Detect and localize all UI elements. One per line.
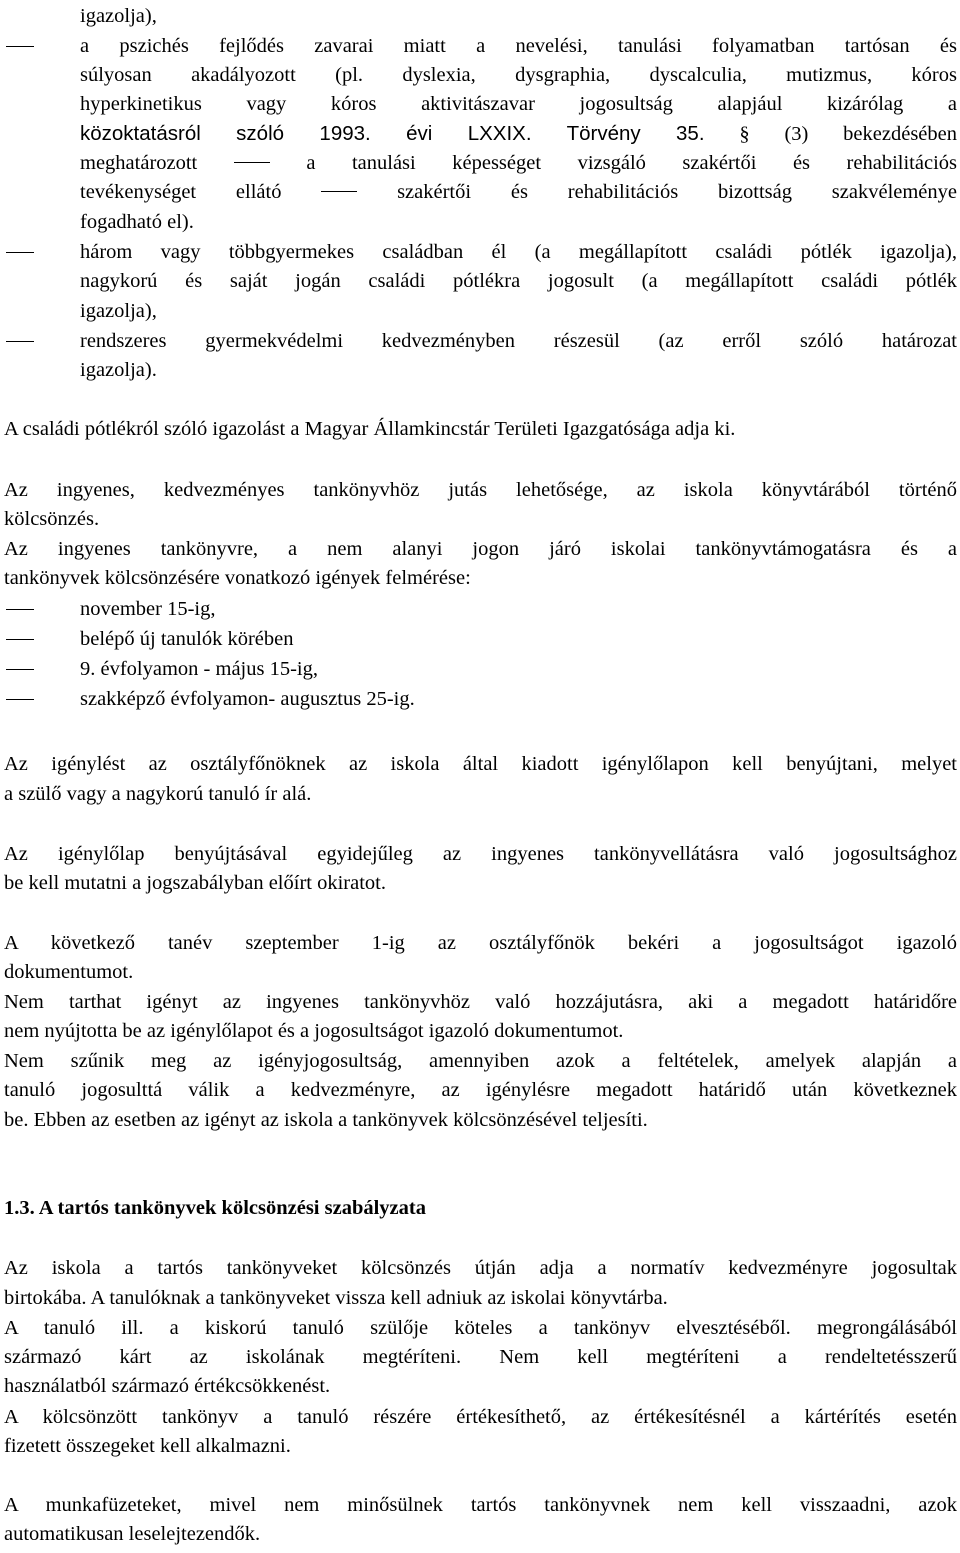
text-line: A munkafüzeteket, mivel nem minősülnek tartós tankönyvnek nem kell visszaadni, azok [4, 1494, 957, 1516]
text-line: automatikusan leselejtezendők. [4, 1523, 261, 1545]
text-line: A tanuló ill. a kiskorú tanuló szülője köteles a tankönyv elvesztéséből. megrongálásából [4, 1317, 957, 1339]
text-line: a szülő vagy a nagykorú tanuló ír alá. [4, 783, 312, 805]
section-heading: 1.3. A tartós tankönyvek kölcsönzési szabályzata [4, 1197, 426, 1219]
text-line: be kell mutatni a jogszabályban előírt okiratot. [4, 872, 386, 894]
text-line: igazolja), [80, 300, 157, 322]
em-dash [321, 191, 357, 192]
text-line: közoktatásról szóló 1993. évi LXXIX. Törvény 35. § (3) bekezdésében [80, 122, 957, 145]
text-line: tankönyvek kölcsönzésére vonatkozó igények felmérése: [4, 567, 471, 589]
text-line: fogadható el). [80, 211, 194, 233]
text-line: Az iskola a tartós tankönyveket kölcsönzés útján adja a normatív kedvezményre jogosultak [4, 1257, 957, 1279]
text-line: meghatározott a tanulási képességet vizsgáló szakértői és rehabilitációs [80, 152, 957, 174]
text-line: igazolja). [80, 359, 157, 381]
list-dash [6, 639, 34, 640]
text-line: 9. évfolyamon - május 15-ig, [80, 658, 318, 680]
list-dash [6, 341, 34, 342]
text-line: fizetett összegeket kell alkalmazni. [4, 1435, 291, 1457]
text-line: a pszichés fejlődés zavarai miatt a nevelési, tanulási folyamatban tartósan és [80, 35, 957, 57]
text-line: tanuló jogosulttá válik a kedvezményre, az igénylésre megadott határidő után következnek [4, 1079, 957, 1101]
text-line: nem nyújtotta be az igénylőlapot és a jogosultságot igazoló dokumentumot. [4, 1020, 624, 1042]
text-line: belépő új tanulók körében [80, 628, 294, 650]
text-line: Nem tarthat igényt az ingyenes tankönyvhöz való hozzájutásra, aki a megadott határidőre [4, 991, 957, 1013]
text-line: be. Ebben az esetben az igényt az iskola a tankönyvek kölcsönzésével teljesíti. [4, 1109, 648, 1131]
text-line: származó kárt az iskolának megtéríteni. Nem kell megtéríteni a rendeltetésszerű [4, 1346, 957, 1368]
list-dash [6, 699, 34, 700]
text-line: hyperkinetikus vagy kóros aktivitászavar jogosultság alapjául kizárólag a [80, 93, 957, 115]
text-line: rendszeres gyermekvédelmi kedvezményben részesül (az erről szóló határozat [80, 330, 957, 352]
list-dash [6, 46, 34, 47]
text-line: szakképző évfolyamon- augusztus 25-ig. [80, 688, 415, 710]
text-line: Nem szűnik meg az igényjogosultság, amennyiben azok a feltételek, amelyek alapján a [4, 1050, 957, 1072]
list-dash [6, 609, 34, 610]
text-line: A családi pótlékról szóló igazolást a Magyar Államkincstár Területi Igazgatósága adja ki. [4, 418, 736, 440]
text-line: november 15-ig, [80, 598, 216, 620]
text-line: dokumentumot. [4, 961, 134, 983]
list-dash [6, 669, 34, 670]
text-line: súlyosan akadályozott (pl. dyslexia, dysgraphia, dyscalculia, mutizmus, kóros [80, 64, 957, 86]
text-line: használatból származó értékcsökkenést. [4, 1375, 331, 1397]
text-line: tevékenységet ellátó szakértői és rehabilitációs bizottság szakvéleménye [80, 181, 958, 203]
text-line: igazolja), [80, 5, 157, 27]
text-line: három vagy többgyermekes családban él (a megállapított családi pótlék igazolja), [80, 241, 957, 263]
text-line: birtokába. A tanulóknak a tankönyveket vissza kell adniuk az iskolai könyvtárba. [4, 1287, 668, 1309]
section-sign: § [739, 123, 750, 145]
text-line: Az igénylést az osztályfőnöknek az iskola által kiadott igénylőlapon kell benyújtani, melyet [4, 753, 957, 775]
text-line: A kölcsönzött tankönyv a tanuló részére értékesíthető, az értékesítésnél a kártérítés esetén [4, 1406, 957, 1428]
text-line: Az igénylőlap benyújtásával egyidejűleg az ingyenes tankönyvellátásra való jogosultsághoz [4, 843, 957, 865]
text-line: Az ingyenes tankönyvre, a nem alanyi jogon járó iskolai tankönyvtámogatásra és a [4, 538, 957, 560]
text-line: A következő tanév szeptember 1-ig az osztályfőnök bekéri a jogosultságot igazoló [4, 932, 957, 954]
text-line: Az ingyenes, kedvezményes tankönyvhöz jutás lehetősége, az iskola könyvtárából történő [4, 479, 957, 501]
list-dash [6, 252, 34, 253]
text-line: kölcsönzés. [4, 508, 100, 530]
em-dash [234, 162, 270, 163]
text-line: nagykorú és saját jogán családi pótlékra jogosult (a megállapított családi pótlék [80, 270, 957, 292]
